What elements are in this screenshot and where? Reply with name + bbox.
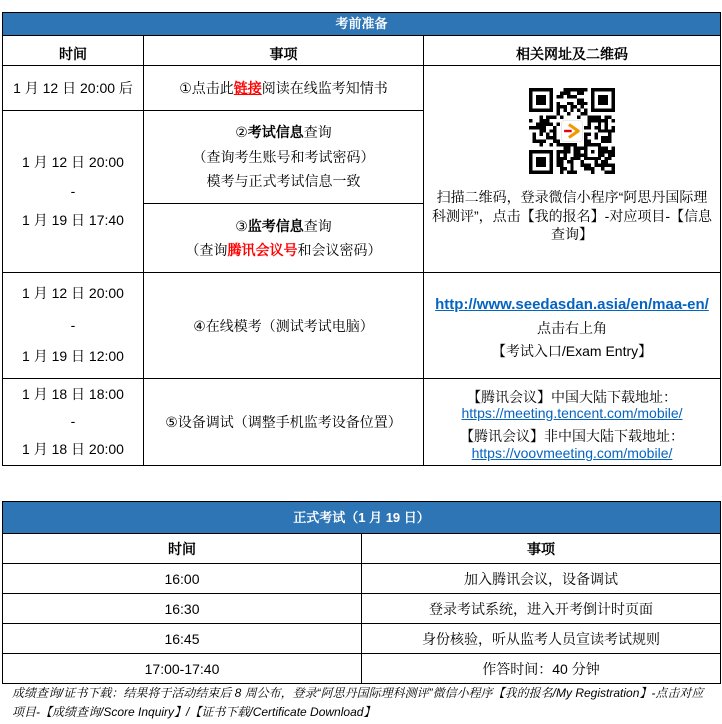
mainland-download-label: 【腾讯会议】中国大陆下载地址： — [467, 388, 677, 405]
results-footnote: 成绩查询/证书下载：结果将于活动结束后 8 周公布，登录“阿思丹国际理科测评”微信小程序【我的报名/My Registration】-点击对应项目-【成绩查询/Score Inquiry】/【证书下载/Certificate Download】 — [12, 686, 704, 719]
prep-row-5 — [3, 379, 721, 466]
overseas-download-block — [430, 428, 714, 461]
row2-item-cell — [144, 111, 424, 204]
exam-schedule-table — [2, 501, 721, 684]
row3-line2-suffix: 和会议密码） — [297, 242, 382, 258]
row5-time-end: 1 月 18 日 20:00 — [22, 440, 124, 457]
logo-icon — [561, 121, 582, 142]
row4-line2: 点击右上角 — [537, 319, 607, 336]
row2-item-line2: （查询考生账号和考试密码） — [192, 148, 375, 165]
row4-links-cell — [424, 273, 721, 379]
row3-bold: 监考信息 — [247, 218, 304, 234]
row1-item-cell — [144, 66, 424, 111]
prep-schedule-table — [2, 12, 721, 466]
mainland-download-block — [430, 389, 714, 422]
row4-item-cell: ④在线模考（测试考试电脑） — [144, 273, 424, 379]
row2-item-title — [150, 120, 417, 145]
row3-after: 查询 — [303, 218, 332, 234]
row2-num: ② — [235, 124, 248, 141]
exam-row-item: 身份核验，听从监考人员宣读考试规则 — [362, 624, 721, 654]
exam-row-time: 16:30 — [3, 594, 362, 624]
row3-line2-prefix: （查询 — [185, 242, 228, 258]
row2-bold: 考试信息 — [247, 124, 304, 141]
table-row — [3, 624, 721, 654]
prep-header-row — [3, 36, 721, 66]
row23-time-end: 1 月 19 日 17:40 — [22, 212, 124, 228]
prep-header-item: 事项 — [144, 36, 424, 66]
row2-item-line3: 模考与正式考试信息一致 — [206, 173, 361, 190]
qr-info-cell — [424, 66, 721, 273]
exam-header-item: 事项 — [362, 534, 721, 564]
row3-item-cell — [144, 204, 424, 273]
exam-row-time: 16:00 — [3, 564, 362, 594]
prep-row-4 — [3, 273, 721, 379]
table-row — [3, 654, 721, 684]
qr-instruction-text: 扫描二维码，登录微信小程序“阿思丹国际理科测评”，点击【我的报名】-对应项目-【信息查询】 — [432, 189, 712, 243]
row5-time-sep: - — [70, 413, 76, 430]
row23-time-start: 1 月 12 日 20:00 — [22, 154, 124, 170]
prep-title: 考前准备 — [3, 13, 721, 36]
exam-row-time: 16:45 — [3, 624, 362, 654]
row1-item-suffix: 阅读在线监考知情书 — [261, 80, 388, 96]
table-row — [3, 564, 721, 594]
row5-time-cell — [3, 379, 144, 466]
exam-header-row — [3, 534, 721, 564]
row3-line2-red: 腾讯会议号 — [227, 242, 298, 258]
mainland-download-line — [430, 405, 714, 422]
qr-code-image — [529, 88, 615, 174]
tencent-meeting-link[interactable]: https://meeting.tencent.com/mobile/ — [461, 405, 683, 422]
prep-row-1 — [3, 66, 721, 111]
exam-row-item: 作答时间：40 分钟 — [362, 654, 721, 684]
row5-links-cell — [424, 379, 721, 466]
notice-link[interactable]: 链接 — [233, 80, 262, 96]
row4-line3: 【考试入口/Exam Entry】 — [491, 343, 653, 360]
table-row — [3, 594, 721, 624]
exam-title-row — [3, 502, 721, 534]
row4-time-cell — [3, 273, 144, 379]
row1-time-cell: 1 月 12 日 20:00 后 — [3, 66, 144, 111]
row5-time-start: 1 月 18 日 18:00 — [22, 385, 124, 402]
row3-item-title — [150, 214, 417, 238]
row2-after: 查询 — [303, 124, 332, 141]
row4-time-end: 1 月 19 日 12:00 — [22, 348, 124, 365]
row23-time-sep: - — [70, 183, 76, 199]
row23-time-cell — [3, 111, 144, 273]
prep-header-time: 时间 — [3, 36, 144, 66]
row4-url-line — [430, 293, 714, 317]
prep-header-links: 相关网址及二维码 — [424, 36, 721, 66]
prep-title-row — [3, 13, 721, 36]
overseas-download-line — [430, 445, 714, 462]
overseas-download-label: 【腾讯会议】非中国大陆下载地址： — [460, 428, 684, 445]
row4-time-start: 1 月 12 日 20:00 — [22, 285, 124, 302]
row3-num: ③ — [235, 218, 248, 234]
voov-meeting-link[interactable]: https://voovmeeting.com/mobile/ — [471, 444, 673, 461]
exam-row-time: 17:00-17:40 — [3, 654, 362, 684]
row1-item-prefix: ①点击此 — [179, 80, 234, 96]
row4-time-sep: - — [70, 316, 76, 333]
exam-row-item: 登录考试系统，进入开考倒计时页面 — [362, 594, 721, 624]
row5-item-cell: ⑤设备调试（调整手机监考设备位置） — [144, 379, 424, 466]
exam-row-item: 加入腾讯会议，设备调试 — [362, 564, 721, 594]
row3-item-line2 — [150, 238, 417, 262]
exam-header-time: 时间 — [3, 534, 362, 564]
exam-site-link[interactable]: http://www.seedasdan.asia/en/maa-en/ — [435, 296, 709, 314]
exam-title: 正式考试（1 月 19 日） — [3, 502, 721, 534]
